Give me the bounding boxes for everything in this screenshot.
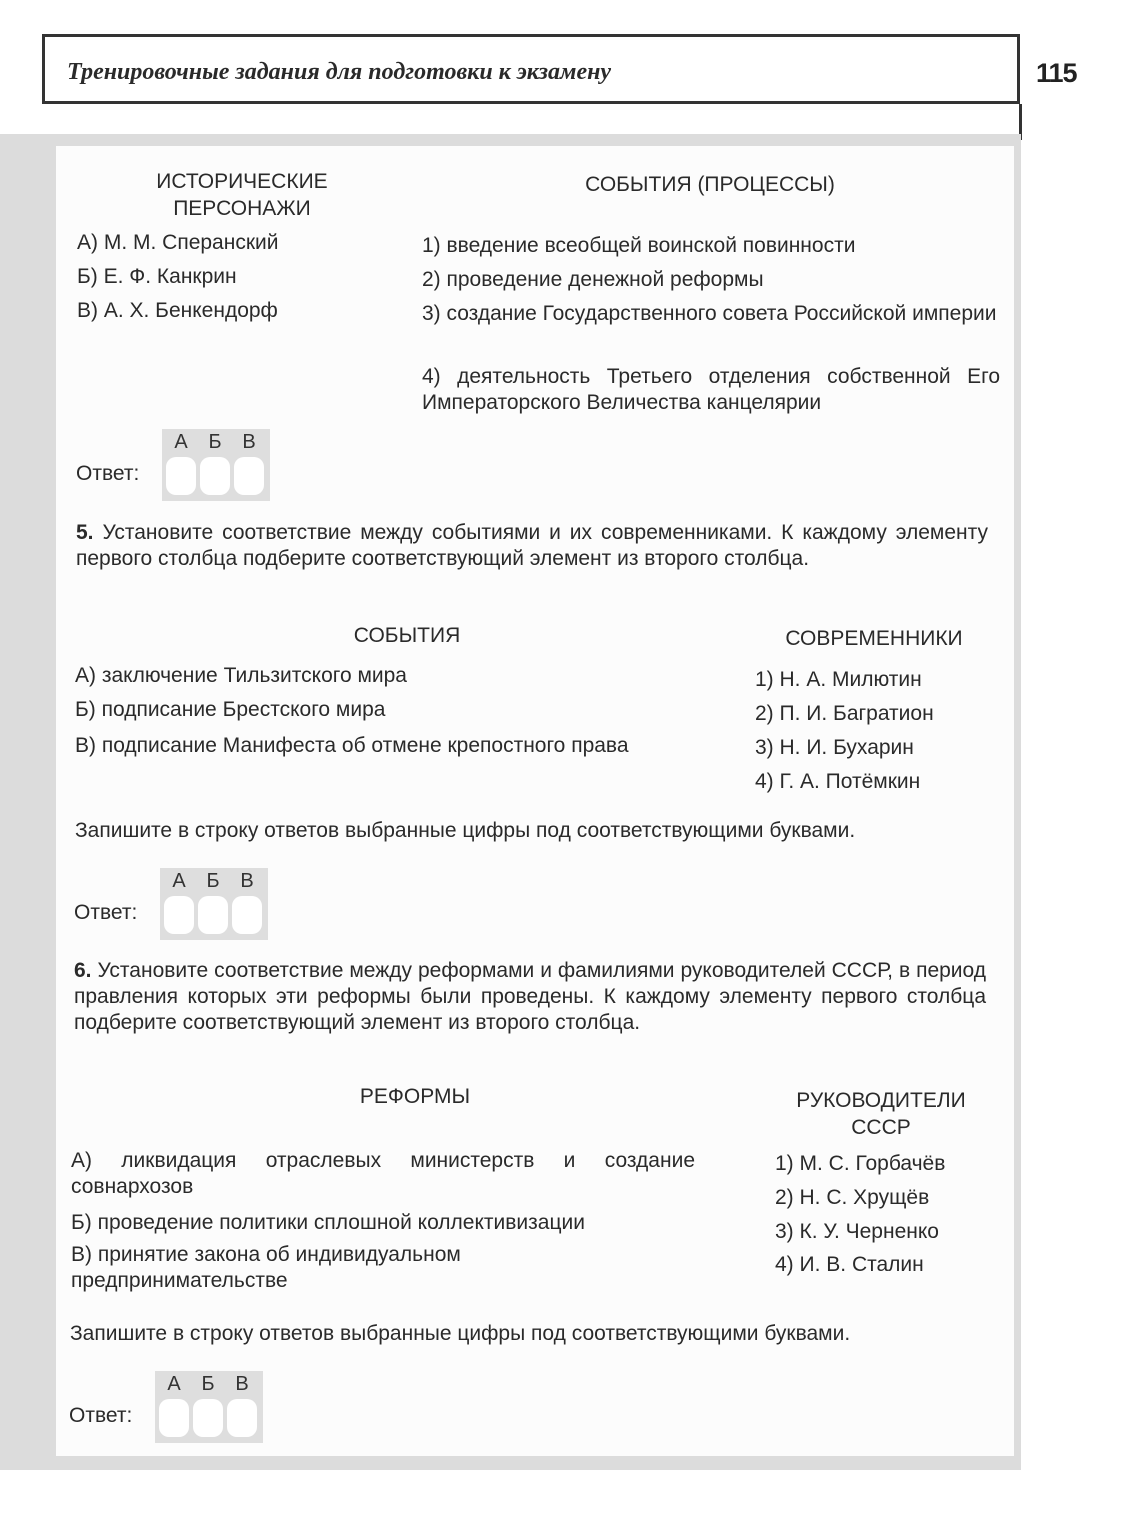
task6-prompt xyxy=(74,958,986,1036)
answer-letter-b: Б xyxy=(201,1373,215,1395)
task5-person-4: 4) Г. А. Потёмкин xyxy=(755,770,921,793)
task5-col1-header: СОБЫТИЯ xyxy=(353,624,461,647)
answer-letter-b: Б xyxy=(208,431,222,453)
answer-letter-a: А xyxy=(172,870,186,892)
task6-reform-a: А) ликвидация отраслевых министерств и создание совнархозов xyxy=(71,1149,695,1198)
task6-text: Установите соответствие между реформами и фамилиями руководителей СССР, в период правления которых эти реформы были проведены. К каждому элементу первого столбца подберите соответствующий элемент из второго столбца. xyxy=(74,959,986,1034)
header-title: Тренировочные задания для подготовки к экзамену xyxy=(67,59,612,85)
page-header xyxy=(42,34,1020,104)
task5-prompt xyxy=(76,520,988,572)
task4-event-3: 3) создание Государственного совета Российской империи xyxy=(422,302,997,325)
task5-person-1: 1) Н. А. Милютин xyxy=(755,668,922,691)
task4-col1-header: ИСТОРИЧЕСКИЕ ПЕРСОНАЖИ xyxy=(156,170,328,220)
task6-answer-label: Ответ: xyxy=(69,1404,133,1427)
answer-cell-c[interactable] xyxy=(227,1399,257,1437)
task6-instruction: Запишите в строку ответов выбранные цифры под соответствующими буквами. xyxy=(70,1322,851,1345)
task6-reform-b: Б) проведение политики сплошной коллективизации xyxy=(71,1211,585,1234)
task4-person-a: А) М. М. Сперанский xyxy=(77,231,279,254)
task4-event-4: 4) деятельность Третьего отделения собственной Его Императорского Величества канцелярии xyxy=(422,365,1000,414)
page-number: 115 xyxy=(1036,58,1077,88)
task4-person-c: В) А. Х. Бенкендорф xyxy=(77,299,278,322)
task6-col2-header: РУКОВОДИТЕЛИ СССР xyxy=(796,1089,966,1139)
answer-letter-c: В xyxy=(240,870,254,892)
answer-cell-a[interactable] xyxy=(166,457,196,495)
task6-col1-header: РЕФОРМЫ xyxy=(359,1085,471,1108)
answer-cell-c[interactable] xyxy=(232,896,262,934)
answer-cell-b[interactable] xyxy=(200,457,230,495)
task5-event-b: Б) подписание Брестского мира xyxy=(75,698,386,721)
task5-event-c: В) подписание Манифеста об отмене крепостного права xyxy=(75,734,629,757)
task6-number: 6. xyxy=(74,959,92,982)
answer-cell-a[interactable] xyxy=(164,896,194,934)
task5-person-2: 2) П. И. Багратион xyxy=(755,702,934,725)
answer-cell-a[interactable] xyxy=(159,1399,189,1437)
task5-person-3: 3) Н. И. Бухарин xyxy=(755,736,914,759)
task5-answer-grid xyxy=(160,868,268,940)
task4-answer-label: Ответ: xyxy=(76,462,140,485)
answer-letter-b: Б xyxy=(206,870,220,892)
answer-letter-a: А xyxy=(167,1373,181,1395)
task6-leader-3: 3) К. У. Черненко xyxy=(775,1220,939,1243)
task5-answer-label: Ответ: xyxy=(74,901,138,924)
answer-letter-c: В xyxy=(242,431,256,453)
task5-col2-header: СОВРЕМЕННИКИ xyxy=(785,627,963,650)
answer-cell-b[interactable] xyxy=(198,896,228,934)
task4-person-b: Б) Е. Ф. Канкрин xyxy=(77,265,237,288)
task6-reform-c: В) принятие закона об индивидуальном предпринимательстве xyxy=(71,1243,461,1292)
task5-number: 5. xyxy=(76,521,94,544)
task6-leader-1: 1) М. С. Горбачёв xyxy=(775,1152,946,1175)
answer-cell-b[interactable] xyxy=(193,1399,223,1437)
task4-col2-header: СОБЫТИЯ (ПРОЦЕССЫ) xyxy=(585,173,835,196)
answer-cell-c[interactable] xyxy=(234,457,264,495)
task4-event-2: 2) проведение денежной реформы xyxy=(422,268,764,291)
task4-answer-grid xyxy=(162,429,270,501)
task6-answer-grid xyxy=(155,1371,263,1443)
task5-text: Установите соответствие между событиями и их современниками. К каждому элементу первого столбца подберите соответствующий элемент из второго столбца. xyxy=(76,521,988,570)
task5-instruction: Запишите в строку ответов выбранные цифры под соответствующими буквами. xyxy=(75,819,856,842)
task4-event-1: 1) введение всеобщей воинской повинности xyxy=(422,234,856,257)
task5-event-a: А) заключение Тильзитского мира xyxy=(75,664,407,687)
task6-leader-4: 4) И. В. Сталин xyxy=(775,1253,924,1276)
task6-leader-2: 2) Н. С. Хрущёв xyxy=(775,1186,930,1209)
answer-letter-a: А xyxy=(174,431,188,453)
answer-letter-c: В xyxy=(235,1373,249,1395)
